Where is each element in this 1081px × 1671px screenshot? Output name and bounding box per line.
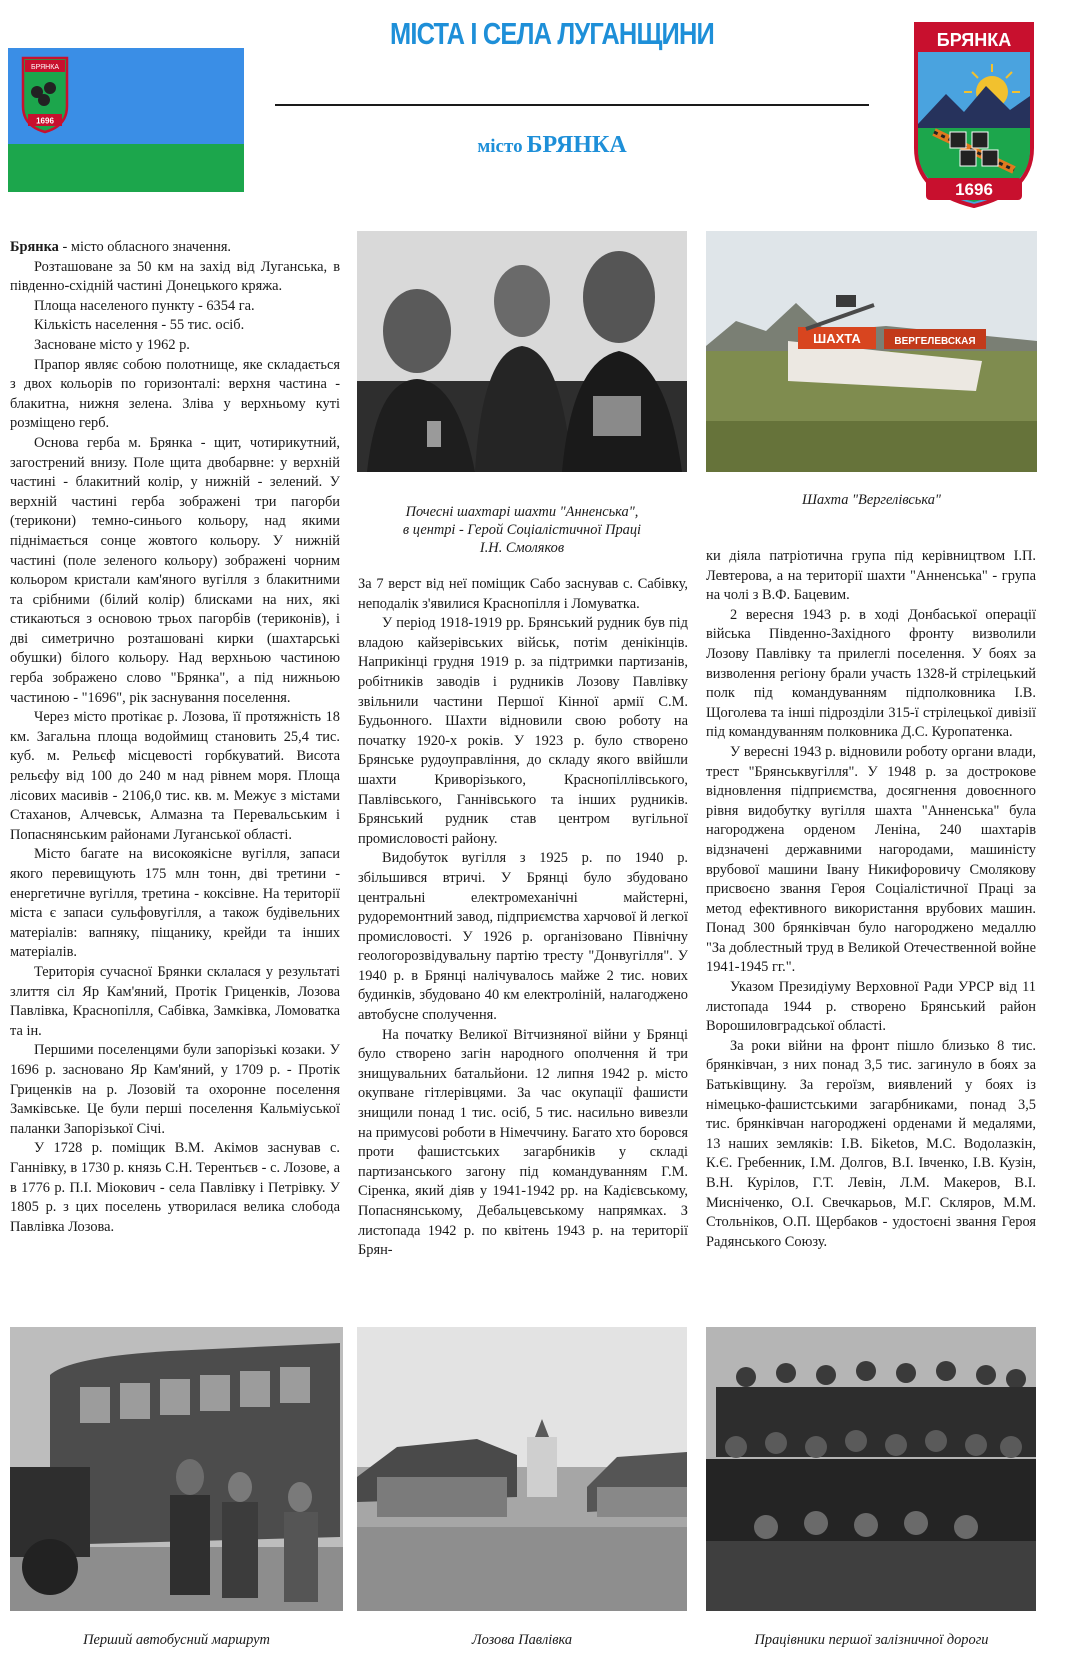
article-paragraph	[10, 258, 340, 297]
article-text: Видобуток вугілля з 1925 р. по 1940 р. збільшився втричі. У Брянці було збудовано центральні електромеханічні майстерні, рудоремонтний завод, підприємства харчової й легкої промисловості. У 1926 р. організовано Північну геологорозвідувальну партію тресту "Донвугілля". У 1940 р. в Брянці налічувалось майже 2 тис. нових будинків, збудовано 40 км електроліній, налагоджено автобусне сполучення.	[358, 850, 688, 1024]
article-paragraph	[10, 1041, 340, 1139]
article-paragraph	[10, 963, 340, 1041]
article-text: Першими поселенцями були запорізькі козаки. У 1696 р. засновано Яр Кам'яний, у 1709 р. - Протік Гриценків на р. Лозовій та охоронне поселення Замківське. Це були перші поселення Кальміуської паланки Запорізької Січі.	[10, 1042, 340, 1137]
article-paragraph	[10, 434, 340, 708]
photo-vergelevska-mine	[706, 231, 1037, 472]
article-text: За роки війни на фронт пішло близько 8 тис. брянківчан, з них понад 3,5 тис. загинуло в боях за Батьківщину. За героїзм, виявлений у боях із німецько-фашистськими загарбниками, понад 3,5 тис. брянківчан нагороджені орденами й медалями, 13 наших земляків: І.В. Біketов, М.С. Водолазкін, К.Є. Гребенник, І.М. Долгов, В.І. Івченко, І.В. Кузін, В.Н. Курілов, Г.Т. Левін, Л.М. Макеров, В.І. Мисніченко, О.І. Свечкарьов, М.Г. Скляров, М.М. Стольніков, О.П. Щербаков - удостоєні звання Героя Радянського Союзу.	[706, 1037, 1036, 1250]
section-title: МІСТА І СЕЛА ЛУГАНЩИНИ	[390, 16, 714, 51]
photo-railway-workers	[706, 1327, 1036, 1611]
article-text: У 1728 р. поміщик В.М. Акімов заснував с. Ганнівку, в 1730 р. князь С.Н. Терентьєв - с. Лозове, а в 1776 р. П.І. Міокович - села Павлівку і Петрівку. У 1805 р. з цих поселень утворилася велика слобода Павлівка Лозова.	[10, 1140, 340, 1235]
article-column-right	[706, 547, 1036, 1252]
flag-emblem-name: БРЯНКА	[31, 64, 59, 71]
article-paragraph	[358, 849, 688, 1025]
arms-year: 1696	[955, 180, 993, 199]
flag-green-stripe	[8, 144, 244, 192]
article-paragraph	[706, 1037, 1036, 1253]
article-paragraph	[10, 356, 340, 434]
article-column-middle	[358, 575, 688, 1261]
photo-first-bus-route	[10, 1327, 343, 1611]
arms-name: БРЯНКА	[936, 30, 1012, 50]
mine-sign-left: ШАХТА	[813, 331, 861, 346]
flag-emblem-icon	[20, 54, 70, 134]
article-paragraph	[358, 614, 688, 849]
caption-line: в центрі - Герой Соціалістичної Праці	[402, 522, 642, 538]
coat-of-arms-icon	[912, 20, 1036, 210]
article-paragraph	[358, 575, 688, 614]
caption-line: І.Н. Смоляков	[479, 540, 565, 556]
page-title-name: БРЯНКА	[526, 132, 627, 158]
article-text: ки діяла патріотична група під керівництвом І.П. Левтерова, а на території шахти "Анненська" - група на чолі з В.Ф. Бацевим.	[706, 548, 1036, 604]
article-text: Через місто протікає р. Лозова, її протяжність 18 км. Загальна площа водоймищ становить 25,4 тис. куб. м. Рельєф місцевості горбкуватий. Висота рельєфу від 100 до 240 м над рівнем моря. Площа лісових масивів - 2106,0 тис. кв. м. Межує з містами Стаханов, Алчевськ, Алмазна та Перевальським і Попаснянським районами Луганської області.	[10, 709, 340, 843]
caption-lozova-pavlivka: Лозова Павлівка	[471, 1632, 573, 1648]
article-paragraph	[10, 238, 340, 258]
article-paragraph	[10, 316, 340, 336]
article-term: Брянка	[10, 239, 59, 255]
article-text: Розташоване за 50 км на захід від Луганська, в південно-східній частині Донецького кряжа.	[10, 258, 340, 295]
article-text: Місто багате на високоякісне вугілля, запаси якого перевищують 175 млн тонн, дві третини - енергетичне вугілля, третина - коксівне. На території міста є запаси сульфовугілля, а також будівельних матеріалів: вапняку, піщанику, крейди та інших матеріалів.	[10, 846, 340, 961]
article-text: У період 1918-1919 рр. Брянський рудник був під владою кайзерівських військ, потім денікінців. Наприкінці грудня 1919 р. за підтримки партизанів, робітників заводів і рудників Лозову Павлівку звільнили частини Першої Кінної армії С.М. Будьонного. Шахти відновили свою роботу на початку 1920-х років. У 1923 р. було створено Брянське рудоуправління, до складу якого ввійшли шахти Криворізького, Краснопіллівського, Павлівського, Ганнівського та інших рудників. Брянський рудник став центром вугільної промисловості району.	[358, 615, 688, 847]
article-text: Територія сучасної Брянки склалася у результаті злиття сіл Яр Кам'яний, Протік Гриценків, Лозова Павлівка, Краснопілля, Сабівка, Замківка, Ломоватка та ін.	[10, 963, 340, 1039]
caption-railway-workers: Працівники першої залізничної дороги	[754, 1632, 989, 1648]
article-paragraph	[706, 547, 1036, 606]
caption-honored-miners	[357, 503, 687, 557]
page-title	[262, 132, 842, 159]
caption-first-bus-route: Перший автобусний маршрут	[83, 1632, 270, 1648]
article-text: Прапор являє собою полотнище, яке складається з двох кольорів по горизонталі: верхня частина - блакитна, нижня зелена. Зліва у верхньому куті розміщено герб.	[10, 356, 340, 432]
article-text: Основа герба м. Брянка - щит, чотирикутний, загострений внизу. Поле щита двобарвне: у верхній частині - блакитний колір, у нижній - зелений. У верхній частині герба зображені три пагорби (терикони) темно-синього кольору, над якими піднімається сонце жовтого кольору. У нижній частині (поле зеленого кольору) зображені чорним кольором кристали кам'яного вугілля з блакитними та срібними (білий колір) блисками на них, які стикаються з основою трьох пагорбів (териконів), і дві симетрично розташовані кирки (шахтарські обушки) білого кольору. Над верхньою частиною герба зображено слово "Брянка", а під нижньою частиною - "1696", рік заснування поселення.	[10, 434, 340, 706]
article-paragraph	[706, 743, 1036, 978]
photo-honored-miners	[357, 231, 687, 472]
caption-vergelevska-mine: Шахта "Вергелівська"	[802, 492, 941, 508]
mine-sign-right: ВЕРГЕЛЕВСКАЯ	[894, 336, 976, 347]
article-text: За 7 верст від неї поміщик Сабо заснував с. Сабівку, неподалік з'явилися Краснопілля і Ломуватка.	[358, 576, 688, 612]
article-paragraph	[10, 845, 340, 963]
caption-line: Почесні шахтарі шахти "Анненська",	[405, 504, 639, 520]
article-text: У вересні 1943 р. відновили роботу органи влади, трест "Брянськвугілля". У 1948 р. за дострокове відновлення підприємства, досягнення довоєнного рівня видобутку вугілля шахта "Анненська" була нагороджена орденом Леніна, 240 шахтарів відзначені державними нагородами, машиністу врубової машини Івану Никифоровичу Смолякову присвоєно звання Героя Соціалістичної Праці за метод ефективного використання врубових машин. Понад 300 брянківчан було нагороджено медаллю "За доблестный труд в Великой Отечественной войне 1941-1945 гг.".	[706, 743, 1036, 976]
article-paragraph	[10, 336, 340, 356]
article-paragraph	[706, 978, 1036, 1037]
article-paragraph	[10, 297, 340, 317]
article-paragraph	[706, 606, 1036, 743]
article-text: 2 вересня 1943 р. в ході Донбаської операції війська Південно-Західного фронту визволили Лозову Павлівку та прилеглі поселення. У боях за визволення регіону брали участь 1328-й стрілецький полк під командуванням підполковника І.В. Щоголева та інші підрозділи 315-ї стрілецької дивізії під командуванням полковника Д.С. Куропатенка.	[706, 606, 1036, 741]
article-text: На початку Великої Вітчизняної війни у Брянці було створено загін народного ополчення й три знищувальних батальйони. 12 липня 1942 р. місто окупване гітлерівцями. За час окупації фашисти знищили понад 1 тис. осіб, 5 тис. насильно вивезли на примусові роботи в Німеччину. Багато хто боровся проти фашистських загарбників у складі партизанського загону під командуванням Г.М. Сіренка, який діяв у 1941-1942 рр. на Кадієвському, Попаснянському, Дебальцевському напрямках. З листопада 1942 р. по квітень 1943 р. на території Брян-	[358, 1026, 688, 1259]
article-text: Кількість населення - 55 тис. осіб.	[34, 317, 245, 334]
flag-emblem-year: 1696	[36, 116, 54, 126]
photo-lozova-pavlivka	[357, 1327, 687, 1611]
page-title-prefix: місто	[477, 136, 523, 157]
article-column-left	[10, 238, 340, 1237]
city-flag	[8, 48, 244, 192]
article-text: Указом Президіуму Верховної Ради УРСР від 11 листопада 1944 р. створено Брянський район Ворошиловградської області.	[706, 979, 1036, 1035]
header-divider	[275, 104, 869, 106]
article-paragraph	[358, 1026, 688, 1261]
article-text: Площа населеного пункту - 6354 га.	[34, 297, 255, 314]
article-paragraph	[10, 1139, 340, 1237]
article-text: Засноване місто у 1962 р.	[34, 336, 190, 353]
article-paragraph	[10, 708, 340, 845]
article-text: - місто обласного значення.	[58, 239, 232, 255]
